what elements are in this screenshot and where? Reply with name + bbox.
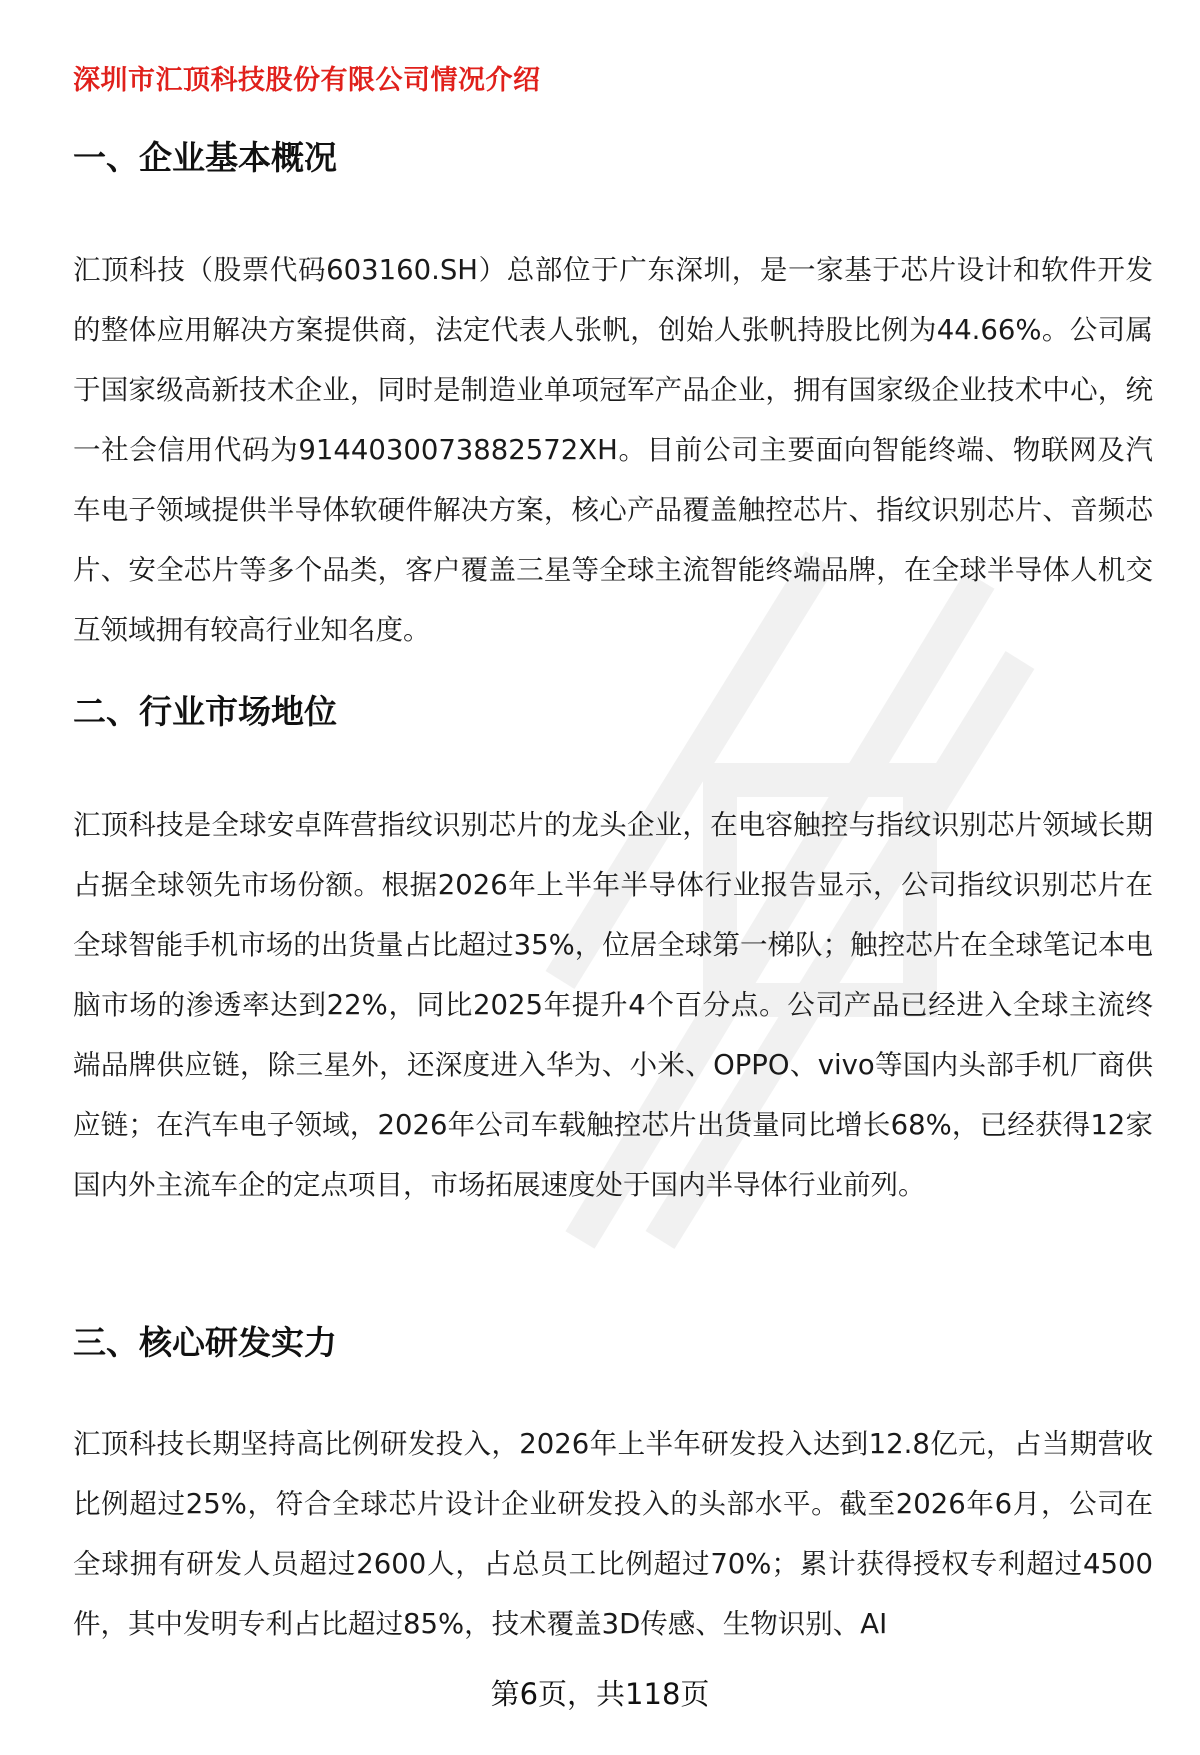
section-heading-market-position: 二、行业市场地位 xyxy=(73,692,337,731)
section-heading-overview: 一、企业基本概况 xyxy=(73,138,337,177)
page-number: 第6页，共118页 xyxy=(490,1677,710,1711)
section-paragraph-market-position: 汇顶科技是全球安卓阵营指纹识别芯片的龙头企业，在电容触控与指纹识别芯片领域长期占据全球领先市场份额。根据2026年上半年半导体行业报告显示，公司指纹识别芯片在全球智能手机市场的出货量占比超过35%，位居全球第一梯队；触控芯片在全球笔记本电脑市场的渗透率达到22%，同比2025年提升4个百分点。公司产品已经进入全球主流终端品牌供应链，除三星外，还深度进入华为、小米、OPPO、vivo等国内头部手机厂商供应链；在汽车电子领域，2026年公司车载触控芯片出货量同比增长68%，已经获得12家国内外主流车企的定点项目，市场拓展速度处于国内半导体行业前列。 xyxy=(73,809,1153,1201)
section-heading-rnd: 三、核心研发实力 xyxy=(73,1323,337,1362)
section-paragraph-rnd: 汇顶科技长期坚持高比例研发投入，2026年上半年研发投入达到12.8亿元，占当期营收比例超过25%，符合全球芯片设计企业研发投入的头部水平。截至2026年6月，公司在全球拥有研发人员超过2600人，占总员工比例超过70%；累计获得授权专利超过4500件，其中发明专利占比超过85%，技术覆盖3D传感、生物识别、AI xyxy=(73,1428,1153,1640)
section-paragraph-overview: 汇顶科技（股票代码603160.SH）总部位于广东深圳，是一家基于芯片设计和软件开发的整体应用解决方案提供商，法定代表人张帆，创始人张帆持股比例为44.66%。公司属于国家级高新技术企业，同时是制造业单项冠军产品企业，拥有国家级企业技术中心，统一社会信用代码为9144030073882572XH。目前公司主要面向智能终端、物联网及汽车电子领域提供半导体软硬件解决方案，核心产品覆盖触控芯片、指纹识别芯片、音频芯片、安全芯片等多个品类，客户覆盖三星等全球主流智能终端品牌，在全球半导体人机交互领域拥有较高行业知名度。 xyxy=(73,254,1153,646)
document-title: 深圳市汇顶科技股份有限公司情况介绍 xyxy=(73,65,541,96)
